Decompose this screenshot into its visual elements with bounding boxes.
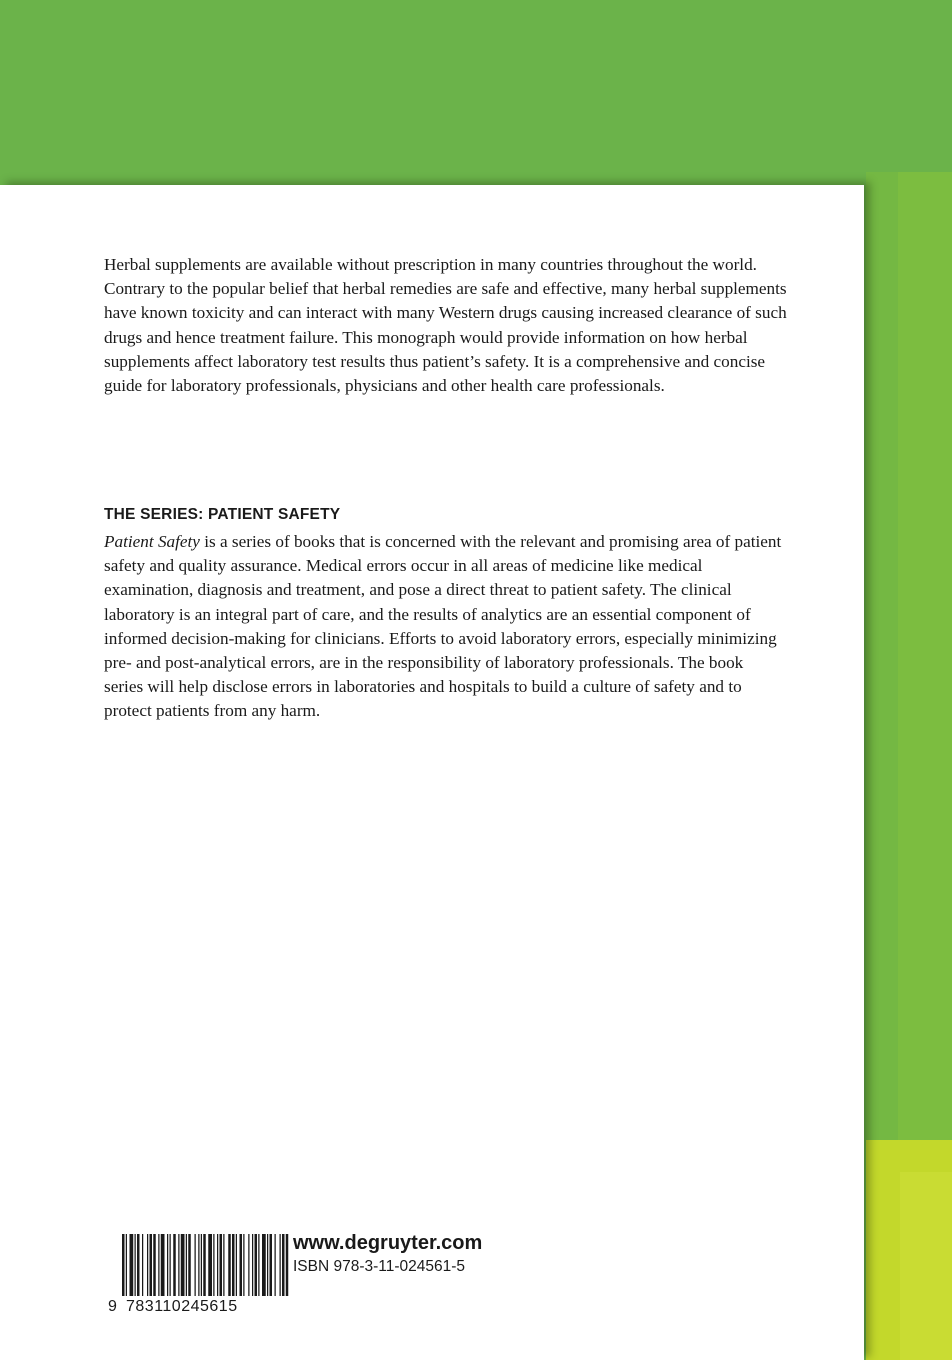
barcode-bar	[147, 1234, 148, 1296]
barcode-bar	[270, 1234, 273, 1296]
series-description	[104, 530, 784, 724]
barcode-bar	[213, 1234, 214, 1296]
barcode-bar	[195, 1234, 196, 1296]
barcode-bar	[170, 1234, 171, 1296]
barcode-bar	[188, 1234, 191, 1296]
series-title-italic: Patient Safety	[104, 532, 200, 551]
barcode-bar	[126, 1234, 127, 1296]
barcode-bar	[236, 1234, 237, 1296]
barcode-bar	[275, 1234, 276, 1296]
barcode-bar	[178, 1234, 179, 1296]
series-heading: THE SERIES: PATIENT SAFETY	[104, 506, 341, 523]
barcode-bars	[104, 1230, 294, 1298]
barcode-bar	[243, 1234, 244, 1296]
cover-top-band	[0, 0, 952, 186]
series-description-text: is a series of books that is concerned with the relevant and promising area of patient safety and quality assurance. Medical errors occur in all areas of medicine like medical examination, diagnosis and treatment, and pose a direct threat to patient safety. The clinical laboratory is an integral part of care, and the results of analytics are an essential component of informed decision-making for clinicians. Efforts to avoid laboratory errors, especially minimizing pre- and post-analytical errors, are in the responsibility of laboratory professionals. The book series will help disclose errors in laboratories and hospitals to build a culture of safety and to protect patients from any harm.	[104, 532, 782, 721]
barcode-bar	[198, 1234, 199, 1296]
barcode-bar	[258, 1234, 259, 1296]
barcode-bar	[286, 1234, 289, 1296]
barcode-bar	[135, 1234, 136, 1296]
barcode-bar	[217, 1234, 218, 1296]
barcode-bar	[150, 1234, 153, 1296]
barcode-bar	[262, 1234, 266, 1296]
barcode-bar	[255, 1234, 258, 1296]
barcode-bar	[142, 1234, 143, 1296]
barcode-bar	[267, 1234, 268, 1296]
barcode-bar	[161, 1234, 165, 1296]
barcode-bar	[130, 1234, 134, 1296]
barcode-bar	[220, 1234, 223, 1296]
barcode-bar	[186, 1234, 187, 1296]
barcode-bar	[232, 1234, 235, 1296]
barcode-bar	[153, 1234, 156, 1296]
barcode-bar	[173, 1234, 176, 1296]
barcode-bar	[252, 1234, 253, 1296]
barcode-bar	[181, 1234, 185, 1296]
barcode-bar	[167, 1234, 168, 1296]
cover-right-stripe-inner	[898, 172, 952, 1140]
barcode-bar	[137, 1234, 140, 1296]
barcode-lead-digit: 9	[108, 1298, 118, 1315]
barcode-bar	[223, 1234, 224, 1296]
book-blurb: Herbal supplements are available without prescription in many countries throughout the world. Contrary to the popular belief that herbal remedies are safe and effective, many herbal supplements have known toxicity and can interact with many Western drugs causing increased clearance of such drugs and hence treatment failure. This monograph would provide information on how herbal supplements affect laboratory test results thus patient’s safety. It is a comprehensive and concise guide for laboratory professionals, physicians and other health care professionals.	[104, 255, 787, 396]
barcode-bar	[248, 1234, 249, 1296]
barcode-number: 783110245615	[126, 1298, 238, 1315]
barcode-bar	[203, 1234, 206, 1296]
barcode-bar	[122, 1234, 125, 1296]
barcode-bar	[280, 1234, 281, 1296]
barcode-bar	[208, 1234, 212, 1296]
barcode-bar	[228, 1234, 231, 1296]
cover-lime-band-inner	[900, 1172, 952, 1360]
barcode-bar	[240, 1234, 243, 1296]
barcode-bar	[201, 1234, 202, 1296]
isbn-number: ISBN 978-3-11-024561-5	[293, 1258, 466, 1275]
barcode-bar	[158, 1234, 159, 1296]
publisher-url[interactable]: www.degruyter.com	[293, 1232, 483, 1254]
barcode-bar	[282, 1234, 285, 1296]
